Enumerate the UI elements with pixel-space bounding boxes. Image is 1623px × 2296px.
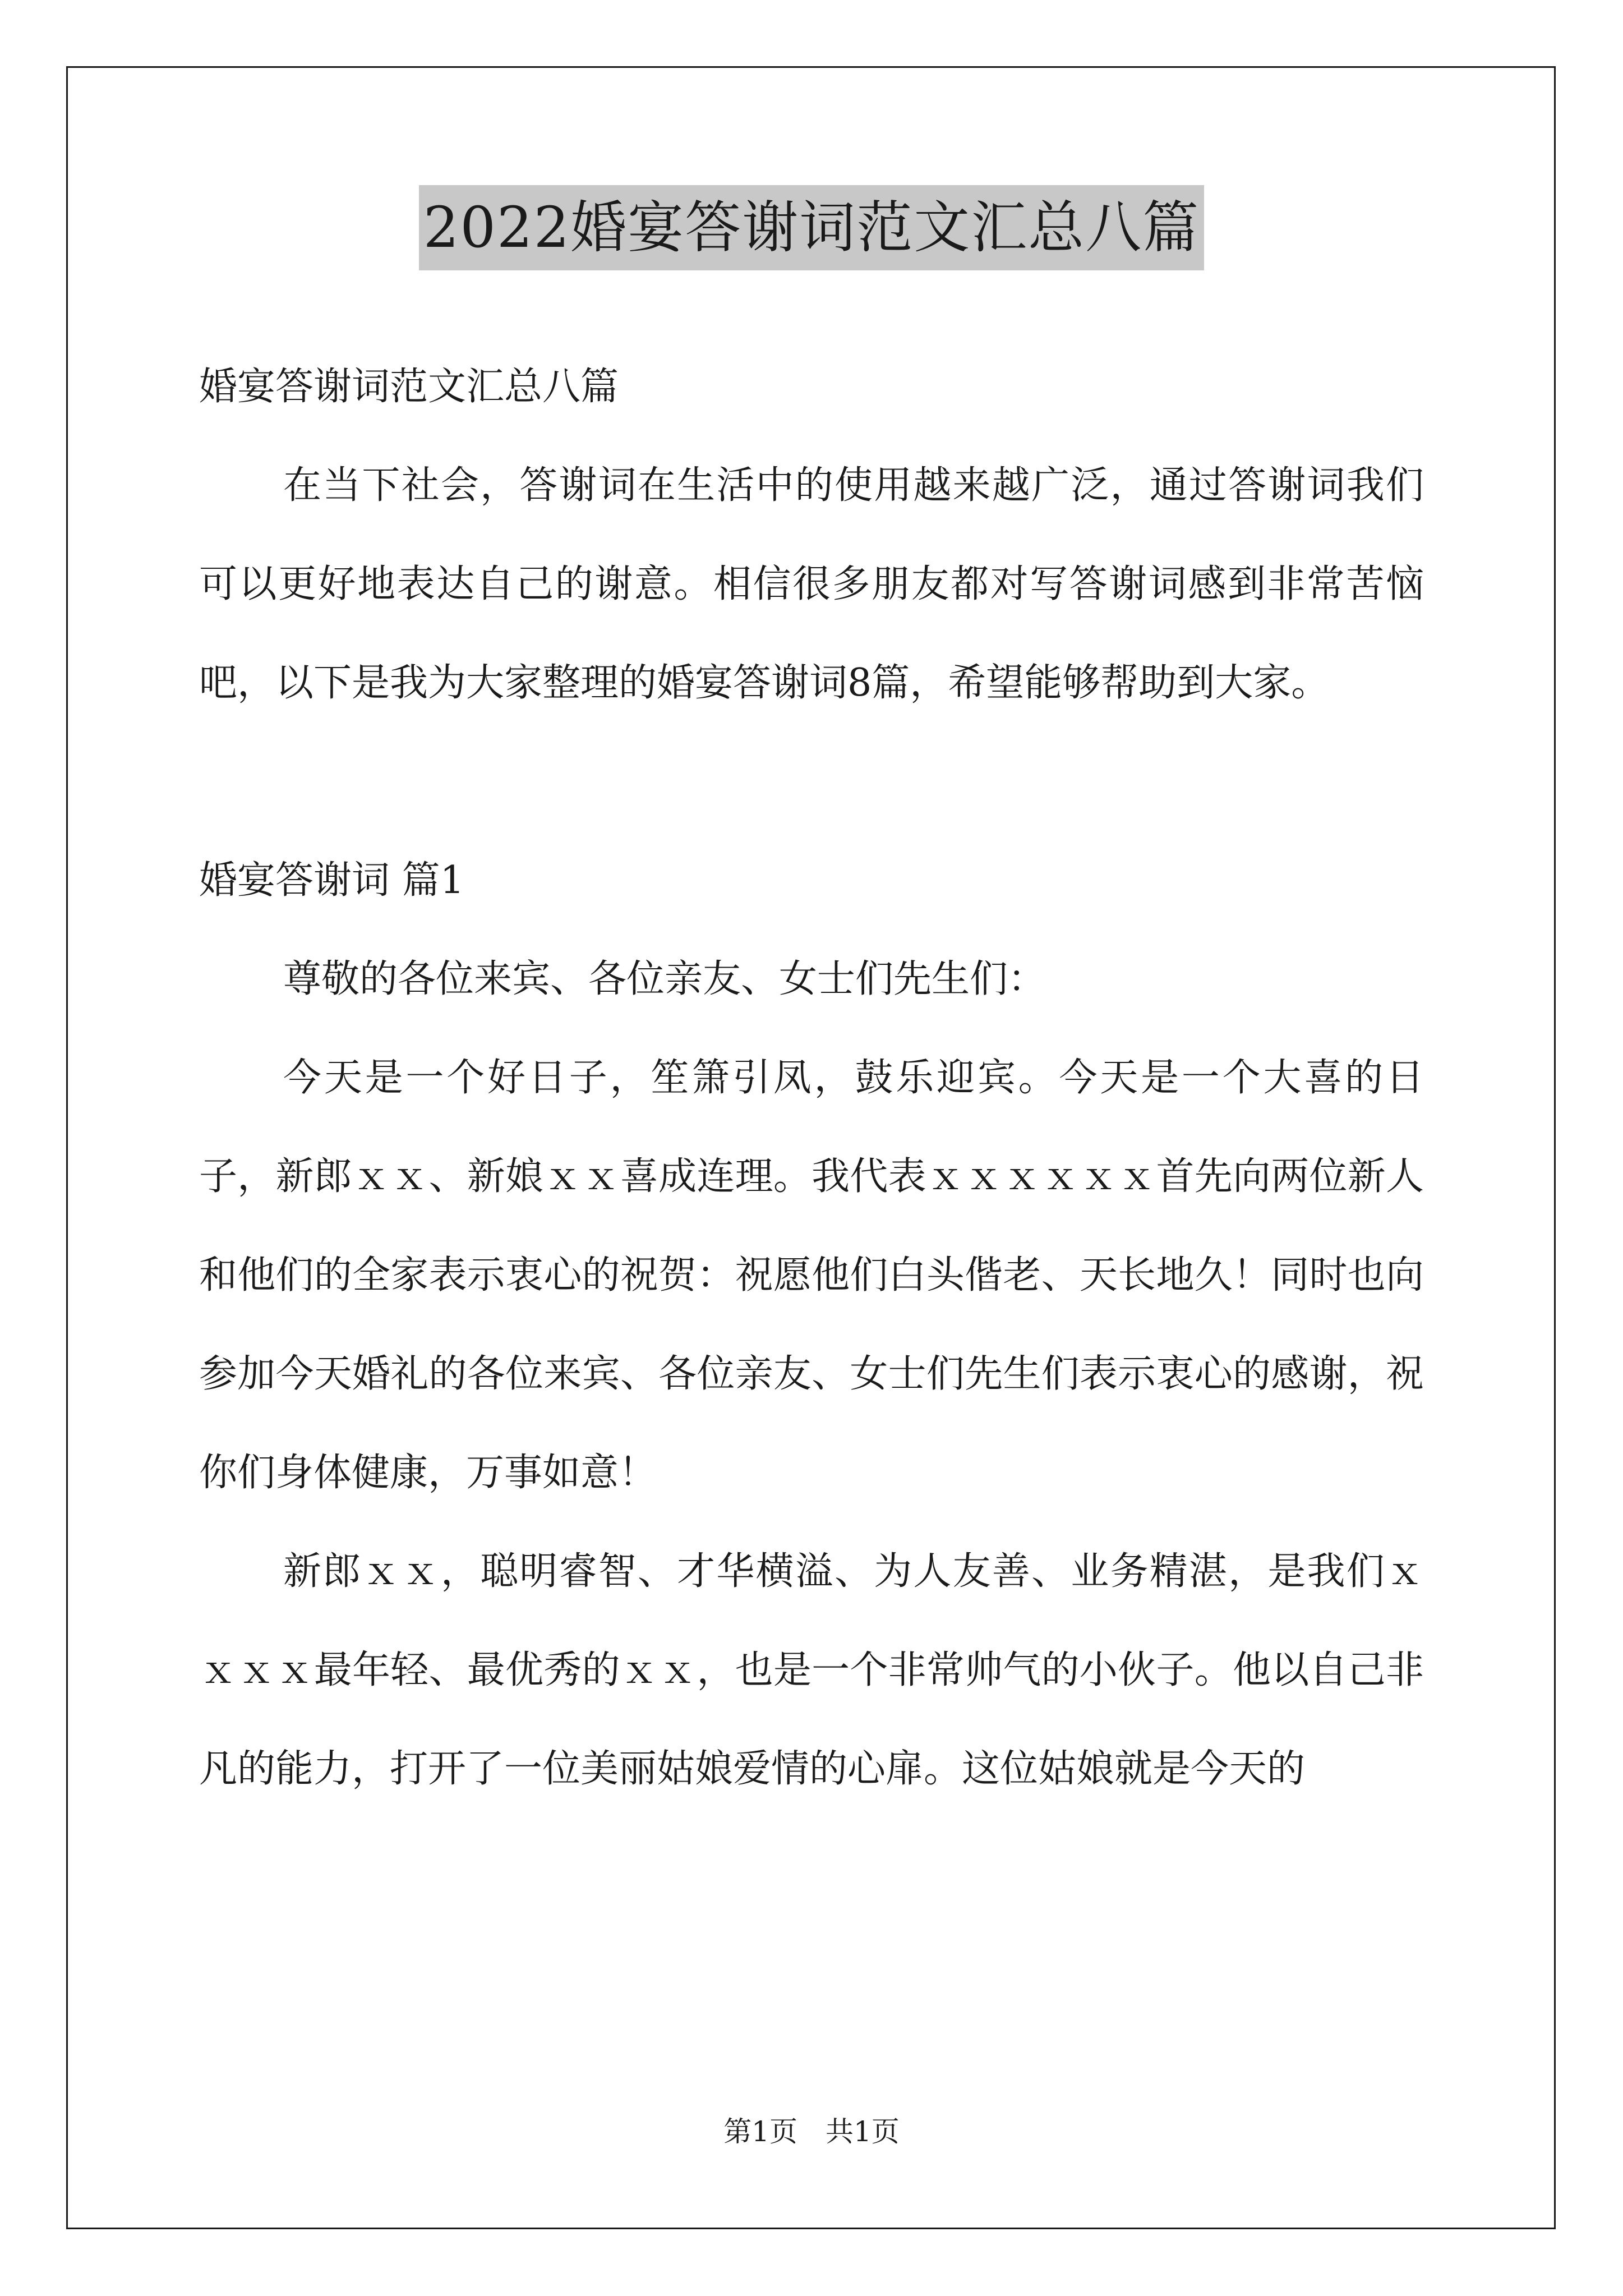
section-spacer [199, 733, 1424, 831]
document-title: 2022婚宴答谢词范文汇总八篇 [419, 185, 1205, 270]
title-container [199, 185, 1424, 270]
body-paragraph-1: 今天是一个好日子，笙箫引凤，鼓乐迎宾。今天是一个大喜的日子，新郎ｘｘ、新娘ｘｘ喜成连理。我代表ｘｘｘｘｘｘ首先向两位新人和他们的全家表示衷心的祝贺：祝愿他们白头偕老、天长地久！同时也向参加今天婚礼的各位来宾、各位亲友、女士们先生们表示衷心的感谢，祝你们身体健康，万事如意！ [199, 1056, 1424, 1495]
page-number-footer: 第1页 共1页 [723, 2115, 900, 2148]
salutation-paragraph: 尊敬的各位来宾、各位亲友、女士们先生们： [283, 957, 1046, 1001]
intro-paragraph: 在当下社会，答谢词在生活中的使用越来越广泛，通过答谢词我们可以更好地表达自己的谢意。相信很多朋友都对写答谢词感到非常苦恼吧，以下是我为大家整理的婚宴答谢词8篇，希望能够帮助到大家。 [199, 463, 1424, 705]
document-subtitle: 婚宴答谢词范文汇总八篇 [199, 365, 619, 409]
body-paragraph-2: 新郎ｘｘ，聪明睿智、才华横溢、为人友善、业务精湛，是我们ｘｘｘｘ最年轻、最优秀的ｘｘ，也是一个非常帅气的小伙子。他以自己非凡的能力，打开了一位美丽姑娘爱情的心扉。这位姑娘就是今天的 [199, 1549, 1424, 1791]
document-body [199, 185, 1424, 1819]
section-heading: 婚宴答谢词 篇1 [199, 858, 464, 903]
